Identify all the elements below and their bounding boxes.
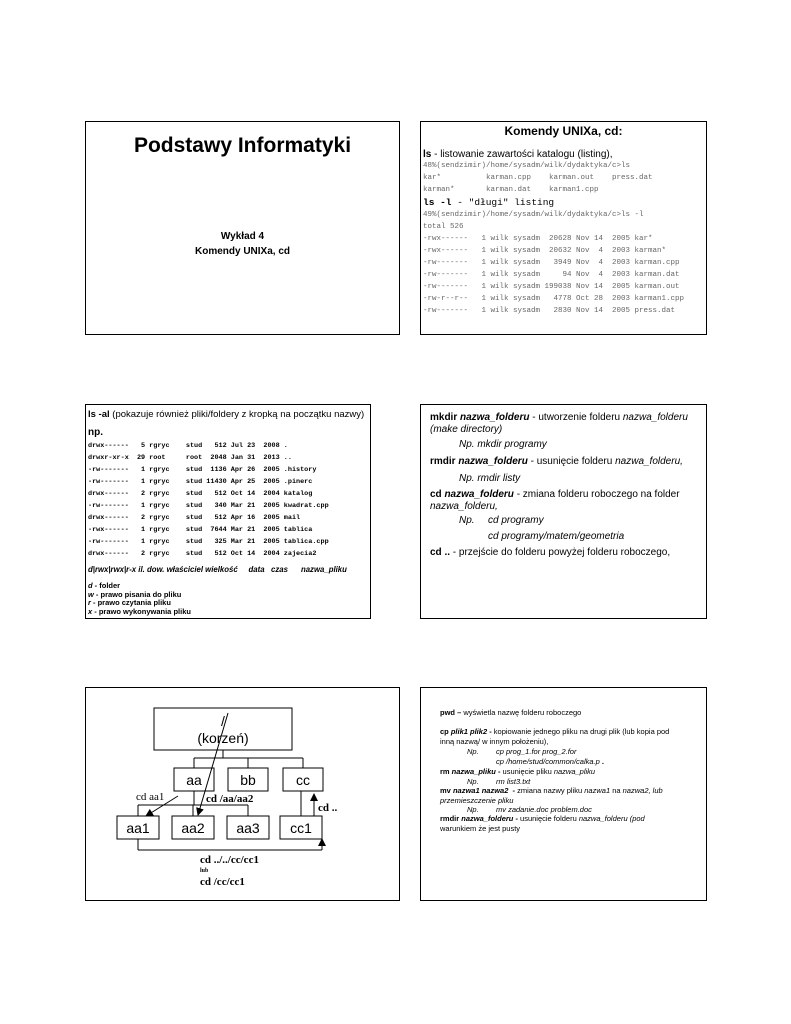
cp-line — [440, 727, 669, 736]
slide-heading: Komendy UNIXa, cd: — [504, 124, 623, 138]
mkdir-note: (make directory) — [430, 424, 503, 435]
mkdir-example: Np. mkdir programy — [459, 439, 547, 450]
label-cd-aa-aa2: cd /aa/aa2 — [206, 793, 254, 805]
rm-desc-arg: nazwa_pliku — [553, 767, 596, 776]
listing-line: -rw------- 1 rgryc stud 1136 Apr 26 2005 .history — [88, 466, 317, 474]
def-key: w — [88, 590, 94, 599]
rmdir-command: rmdir — [430, 456, 459, 467]
listing-line: -rw-r--r-- 1 wilk sysadm 4778 Oct 28 2003 karman1.cpp — [423, 295, 685, 303]
def-key: r — [88, 598, 91, 607]
lsl-line — [423, 197, 554, 208]
mkdir-desc: - utworzenie folderu — [529, 412, 623, 423]
directory-tree-diagram — [86, 688, 400, 901]
cd-up-line — [430, 547, 670, 558]
label-cd-aa1: cd aa1 — [136, 791, 165, 803]
lsl-description: - "długi" listing — [451, 197, 555, 208]
mv-dash: - — [508, 786, 516, 795]
cd-command: cd — [430, 489, 445, 500]
slide-ls-al — [85, 404, 371, 619]
mkdir-arg: nazwa_folderu — [460, 412, 530, 423]
mv-example: mv zadanie.doc problem.doc — [496, 805, 592, 814]
listing-line: -rw------- 1 rgryc stud 11430 Apr 25 2005 .pinerc — [88, 478, 313, 486]
pwd-line — [440, 708, 581, 717]
label-cd-up: cd .. — [318, 802, 338, 814]
cp-example-path: cp /home/stud/common/calka.p — [496, 757, 600, 766]
mkdir-line — [430, 412, 688, 423]
mv-line — [440, 786, 663, 795]
permissions-legend: d|rwx|rwx|r-x il. dow. właściciel wielkość data czas nazwa_pliku — [88, 565, 347, 574]
rmdir-line — [430, 456, 683, 467]
ls-al-command: ls -al — [88, 409, 110, 420]
listing-line: -rw------- 1 wilk sysadm 2830 Nov 14 2005 press.dat — [423, 307, 676, 315]
cp-example-dot: . — [599, 757, 604, 766]
rm-example: rm list3.txt — [496, 777, 531, 786]
ls-line — [423, 149, 613, 160]
cp-desc-cont: inną nazwą/ w innym położeniu), — [440, 737, 549, 746]
rm-desc: usunięcie pliku — [500, 767, 554, 776]
cp-example-2 — [496, 757, 604, 766]
pwd-command: pwd – — [440, 708, 462, 717]
rmdir-desc-arg: nazwa_folderu, — [615, 456, 683, 467]
np-label: np. — [88, 427, 103, 438]
rmdir-desc: - usunięcie folderu — [527, 456, 616, 467]
def-key: d — [88, 581, 93, 590]
mv-desc-cont: przemieszczenie pliku — [440, 796, 514, 805]
rmdir-desc-cont: warunkiem że jest pusty — [440, 824, 521, 833]
listing-line: drwx------ 2 rgryc stud 512 Oct 14 2004 katalog — [88, 490, 313, 498]
cmd-relative: cd ../../cc/cc1 — [200, 854, 259, 866]
node-label: cc — [296, 772, 310, 788]
rmdir-arg: nazwa_folderu — [461, 814, 514, 823]
cp-command: cp — [440, 727, 451, 736]
cmd-absolute: cd /cc/cc1 — [200, 876, 245, 888]
total-line: total 526 — [423, 223, 464, 231]
lsl-command: ls -l — [423, 197, 452, 208]
def-text: - prawo wykonywania pliku — [92, 607, 191, 616]
shell-prompt: 48%(sendzimir)/home/sysadm/wilk/dydaktyka/c>ls — [423, 162, 631, 170]
lecture-subtitle: Komendy UNIXa, cd — [194, 246, 291, 257]
cp-dash: - — [487, 727, 492, 736]
pwd-desc: wyświetla nazwę folderu roboczego — [461, 708, 582, 717]
node-label: aa3 — [236, 820, 260, 836]
ls-command: ls — [423, 149, 432, 160]
presentation-title: Podstawy Informatyki — [133, 134, 352, 157]
listing-line: -rw------- 1 wilk sysadm 94 Nov 4 2003 karman.dat — [423, 271, 680, 279]
rm-arg: nazwa_pliku — [451, 767, 496, 776]
def-line — [88, 607, 191, 616]
listing-line: karman* karman.dat karman1.cpp — [423, 186, 599, 194]
cd-desc: - zmiana folderu roboczego na folder — [513, 489, 680, 500]
node-label: aa1 — [126, 820, 150, 836]
slide-mkdir-rmdir-cd — [420, 404, 707, 619]
mv-np: Np. — [467, 805, 479, 814]
def-key: x — [88, 607, 93, 616]
slide-ls — [420, 121, 707, 335]
mv-desc: zmiana nazwy pliku — [515, 786, 585, 795]
mv-args: nazwa1 nazwa2 — [452, 786, 509, 795]
def-line — [88, 598, 171, 607]
node-label: aa — [186, 772, 202, 788]
listing-line: -rwx------ 1 rgryc stud 7644 Mar 21 2005 tablica — [88, 526, 313, 534]
node-label: cc1 — [290, 820, 312, 836]
listing-line: drwxr-xr-x 29 root root 2048 Jan 31 2013 .. — [88, 454, 292, 462]
rmdir-desc: usunięcie folderu — [517, 814, 579, 823]
rmdir-dash: - — [513, 814, 518, 823]
slide-file-commands — [420, 687, 707, 901]
shell-prompt: 49%(sendzimir)/home/sysadm/wilk/dydaktyka/c>ls -l — [423, 211, 644, 219]
mkdir-command: mkdir — [430, 412, 461, 423]
mv-desc-arg: nazwa2, lub — [622, 786, 663, 795]
listing-line: drwx------ 2 rgryc stud 512 Apr 16 2005 mail — [88, 514, 301, 522]
cd-up-command: cd .. — [430, 547, 451, 558]
cmd-or: lub — [200, 868, 209, 874]
root-label: (korzeń) — [197, 730, 249, 746]
node-label: aa2 — [181, 820, 205, 836]
cp-np: Np. — [467, 747, 479, 756]
rmdir-example: Np. rmdir listy — [459, 473, 521, 484]
listing-line: -rw------- 1 wilk sysadm 3949 Nov 4 2003 karman.cpp — [423, 259, 680, 267]
ls-al-line — [88, 409, 364, 420]
mkdir-desc-arg: nazwa_folderu — [622, 412, 688, 423]
cp-example: cp prog_1.for prog_2.for — [496, 747, 577, 756]
rmdir-command: rmdir — [440, 814, 462, 823]
ls-al-description: (pokazuje również pliki/foldery z kropką na początku nazwy) — [109, 409, 365, 420]
cd-example: cd programy/matem/geometria — [488, 531, 625, 542]
def-text: - prawo czytania pliku — [90, 598, 171, 607]
cd-np: Np. — [459, 515, 475, 526]
cd-arg: nazwa_folderu — [444, 489, 514, 500]
listing-line: drwx------ 2 rgryc stud 512 Oct 14 2004 zajecia2 — [88, 550, 317, 558]
slide-directory-tree — [85, 687, 400, 901]
node-label: bb — [240, 772, 256, 788]
rmdir-desc-arg: nazwa_folderu (pod — [578, 814, 645, 823]
listing-line: -rwx------ 1 wilk sysadm 20628 Nov 14 2005 kar* — [423, 235, 653, 243]
mv-desc: na — [610, 786, 623, 795]
ls-description: - listowanie zawartości katalogu (listing), — [431, 149, 613, 160]
listing-line: -rw------- 1 wilk sysadm 199038 Nov 14 2005 karman.out — [423, 283, 680, 291]
mv-command: mv — [440, 786, 453, 795]
mv-desc-arg: nazwa1 — [584, 786, 611, 795]
cp-args: plik1 plik2 — [450, 727, 488, 736]
listing-line: -rw------- 1 rgryc stud 325 Mar 21 2005 tablica.cpp — [88, 538, 329, 546]
cp-desc: kopiowanie jednego pliku na drugi plik (lub kopia pod — [491, 727, 670, 736]
def-line — [88, 581, 120, 590]
listing-line: -rwx------ 1 wilk sysadm 20632 Nov 4 2003 karman* — [423, 247, 667, 255]
rmdir-line — [440, 814, 645, 823]
cd-line — [430, 489, 680, 500]
cd-example: cd programy — [488, 515, 544, 526]
cd-desc-arg: nazwa_folderu, — [430, 501, 498, 512]
def-text: - folder — [92, 581, 121, 590]
rmdir-arg: nazwa_folderu — [458, 456, 528, 467]
cd-up-desc: - przejście do folderu powyżej folderu roboczego, — [450, 547, 671, 558]
slide-title — [85, 121, 400, 335]
rm-line — [440, 767, 595, 776]
listing-line: -rw------- 1 rgryc stud 340 Mar 21 2005 kwadrat.cpp — [88, 502, 329, 510]
rm-dash: - — [495, 767, 501, 776]
rm-np: Np. — [467, 777, 479, 786]
lecture-number: Wykład 4 — [220, 231, 265, 242]
listing-line: kar* karman.cpp karman.out press.dat — [423, 174, 653, 182]
rm-command: rm — [440, 767, 452, 776]
listing-line: drwx------ 5 rgryc stud 512 Jul 23 2008 . — [88, 442, 288, 450]
def-text: - prawo pisania do pliku — [93, 590, 182, 599]
root-slash: / — [221, 713, 225, 729]
